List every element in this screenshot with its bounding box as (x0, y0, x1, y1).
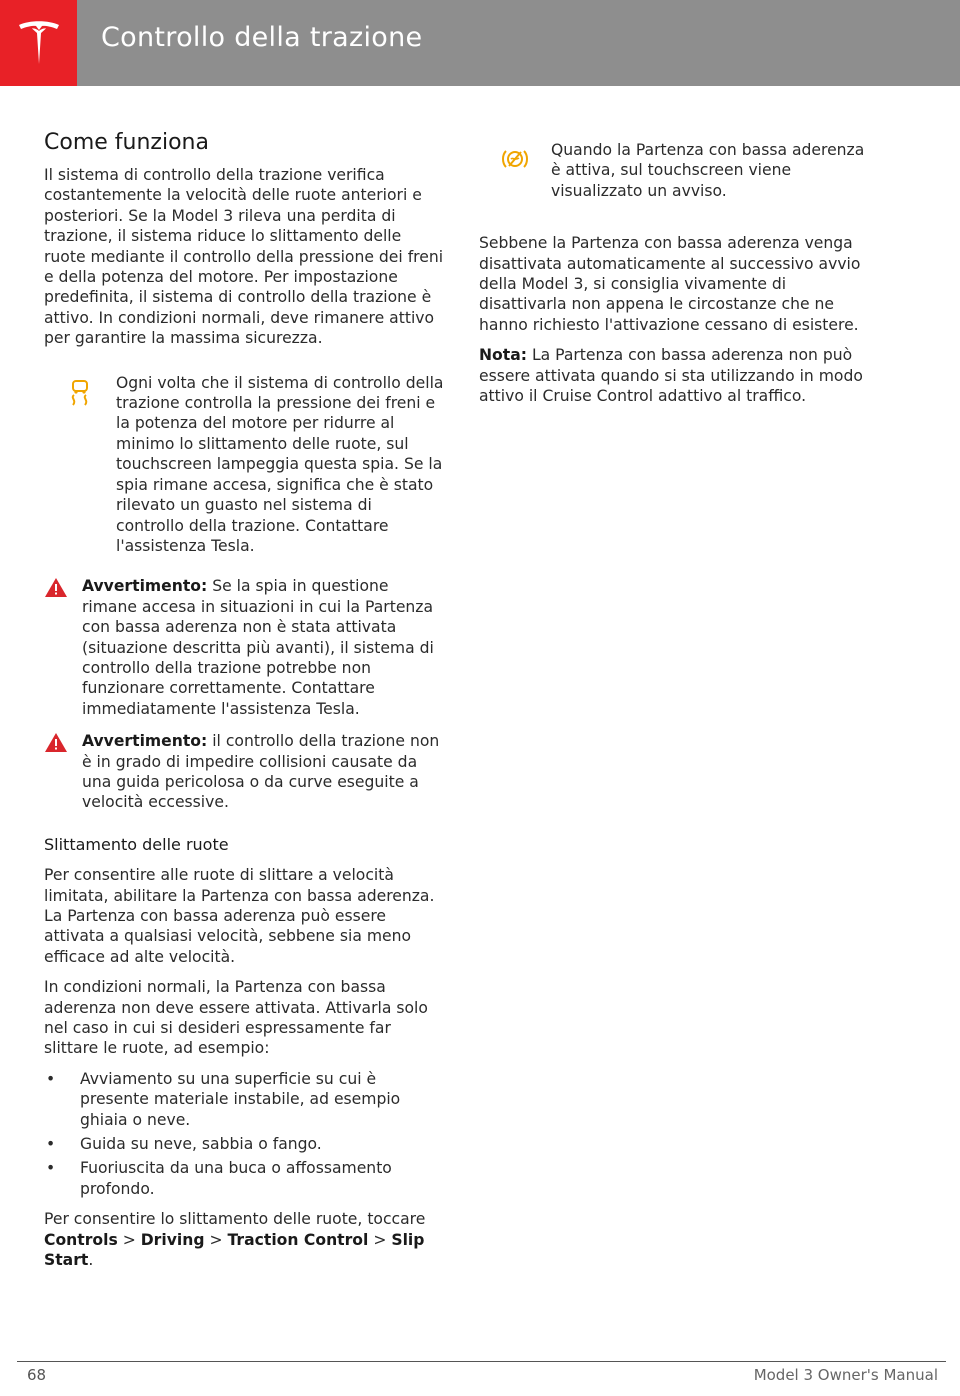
warning-2 (44, 731, 444, 813)
page-title: Controllo della trazione (101, 22, 423, 53)
warning-label: Avvertimento: (82, 577, 208, 596)
path-traction-control: Traction Control (227, 1230, 369, 1249)
slip-paragraph-2: In condizioni normali, la Partenza con bassa aderenza non deve essere attivata. Attivarla solo nel caso in cui si desideri espressamente far slittare le ruote, ad esempio: (44, 978, 428, 1058)
manual-name: Model 3 Owner's Manual (753, 1366, 938, 1384)
list-item: • Avviamento su una superficie su cui è presente materiale instabile, ad esempio ghiaia o neve. (46, 1069, 401, 1129)
slip-start-paragraph: Sebbene la Partenza con bassa aderenza venga disattivata automaticamente al successivo avvio della Model 3, si consiglia vivamente di disattivarla non appena le circostanze che ne hanno richiesto l'attivazione cessano di esistere. (479, 234, 861, 334)
left-column (44, 130, 444, 1281)
logo-box (0, 0, 77, 86)
list-item: • Fuoriuscita da una buca o affossamento profondo. (46, 1159, 392, 1198)
warning-text: il controllo della trazione non è in grado di impedire collisioni causate da una guida pericolosa o da curve eseguite a velocità eccessive. (82, 732, 440, 812)
warning-icon (44, 732, 68, 753)
intro-paragraph: Il sistema di controllo della trazione verifica costantemente la velocità delle ruote anteriori e posteriori. Se la Model 3 rileva una perdita di trazione, il sistema riduce lo slittamento delle ruote mediante il controllo della pressione dei freni e della potenza del motore. Per impostazione predefinita, il sistema di controllo della trazione è attivo. In condizioni normali, deve rimanere attivo per garantire la massima sicurezza. (44, 166, 444, 348)
slip-paragraph-1: Per consentire alle ruote di slittare a velocità limitata, abilitare la Partenza con bassa aderenza. La Partenza con bassa aderenza può essere attivata a qualsiasi velocità, sebbene sia meno efficace ad alte velocità. (44, 866, 435, 966)
subsection-heading: Slittamento delle ruote (44, 834, 229, 854)
path-controls: Controls (44, 1230, 118, 1249)
path-slip-start: Slip Start (44, 1230, 425, 1270)
slip-instructions: Per consentire lo slittamento delle ruote, toccare Controls > Driving > Traction Control > Slip Start. (44, 1210, 426, 1270)
right-column (479, 140, 869, 416)
slip-start-icon (500, 144, 530, 174)
traction-indicator-text: Ogni volta che il sistema di controllo della trazione controlla la pressione dei freni e la potenza del motore per ridurre al minimo lo slittamento delle ruote, sul touchscreen lampeggia questa spia. Se la spia rimane accesa, significa che è stato rilevato un guasto nel sistema di controllo della trazione. Contattare l'assistenza Tesla. (116, 373, 444, 555)
page-header (0, 0, 960, 86)
note-text: La Partenza con bassa aderenza non può essere attivata quando si sta utilizzando in modo attivo il Cruise Control adattivo al traffico. (479, 346, 863, 406)
slip-start-indicator-block (479, 140, 869, 201)
list-item: • Guida su neve, sabbia o fango. (46, 1135, 322, 1154)
note-label: Nota: (479, 346, 527, 365)
section-heading: Come funziona (44, 130, 209, 155)
bullet-list (44, 1069, 444, 1199)
traction-control-icon (66, 377, 94, 409)
warning-text: Se la spia in questione rimane accesa in situazioni in cui la Partenza con bassa aderenza non è stata attivata (situazione descritta più avanti), il sistema di controllo della trazione potrebbe non funzionare correttamente. Contattare immediatamente l'assistenza Tesla. (82, 577, 434, 718)
warning-1 (44, 576, 444, 719)
path-driving: Driving (140, 1230, 205, 1249)
page-number: 68 (27, 1366, 47, 1384)
slip-start-indicator-text: Quando la Partenza con bassa aderenza è attiva, sul touchscreen viene visualizzato un avviso. (551, 141, 865, 200)
warning-label: Avvertimento: (82, 732, 208, 751)
warning-icon (44, 577, 68, 598)
traction-indicator-block (44, 373, 444, 557)
tesla-logo-icon (17, 18, 61, 68)
footer-divider (17, 1361, 946, 1362)
note-paragraph (479, 345, 869, 406)
